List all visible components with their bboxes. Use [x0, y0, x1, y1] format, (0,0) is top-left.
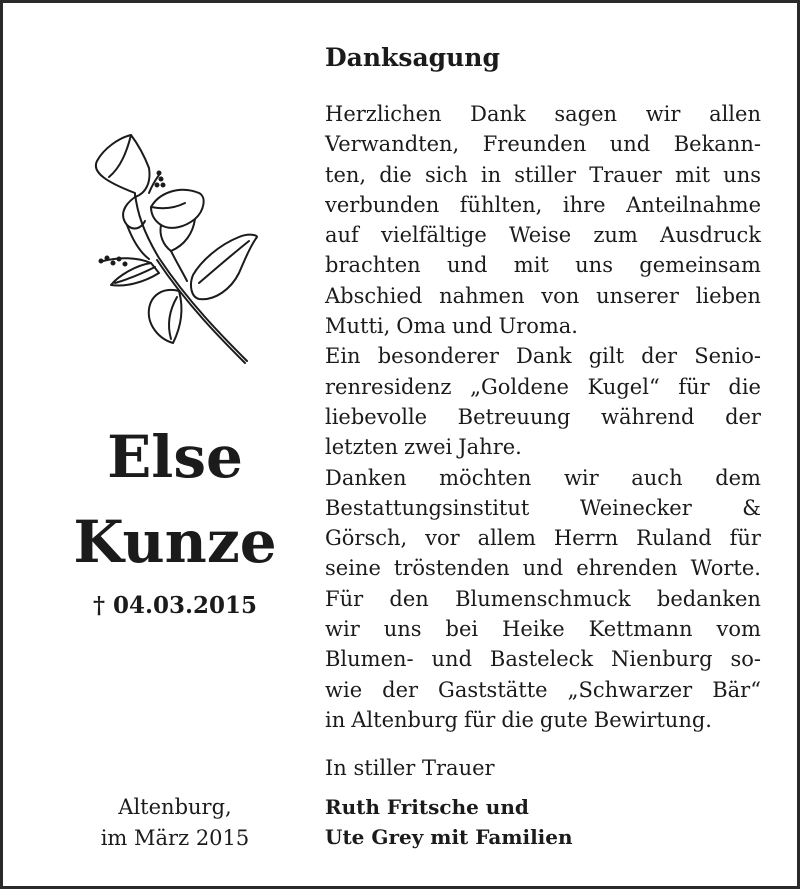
text-line: verbunden fühlten, ihre Anteilnahme [325, 192, 761, 217]
text-line: seine tröstenden und ehrenden Worte. [325, 556, 761, 581]
calla-lily-icon [89, 133, 259, 368]
text-line: auf vielfältige Weise zum Ausdruck [325, 223, 761, 248]
text-line: brachten und mit uns gemeinsam [325, 253, 761, 278]
death-date: † 04.03.2015 [92, 592, 258, 619]
text-line: Blumen- und Basteleck Nienburg so- [325, 647, 761, 672]
text-line: letzten zwei Jahre. [325, 435, 522, 460]
signer-line: Ute Grey mit Familien [325, 825, 573, 849]
deceased-first-name: Else [107, 423, 243, 491]
closing-text: In stiller Trauer [325, 756, 495, 780]
deceased-last-name: Kunze [73, 508, 277, 576]
text-line: Ein besonderer Dank gilt der Senio- [325, 344, 761, 369]
text-line: ten, die sich in stiller Trauer mit uns [325, 162, 761, 187]
text-line: Bestattungsinstitut Weinecker & [325, 495, 761, 520]
signer-line: Ruth Fritsche und [325, 795, 529, 819]
text-line: Mutti, Oma und Uroma. [325, 314, 578, 339]
heading: Danksagung [325, 43, 500, 72]
text-line: wie der Gaststätte „Schwarzer Bär“ [325, 677, 761, 702]
text-line: liebevolle Betreuung während der [325, 404, 761, 429]
text-line: in Altenburg für die gute Bewirtung. [325, 707, 712, 732]
place-date [35, 792, 315, 854]
text-line: Danken möchten wir auch dem [325, 465, 761, 490]
place-line: Altenburg, [118, 795, 232, 819]
text-line: wir uns bei Heike Kettmann vom [325, 617, 761, 642]
text-line: Für den Blumenschmuck bedanken [325, 586, 761, 611]
text-line: Görsch, vor allem Herrn Ruland für [325, 526, 761, 551]
thanks-text [325, 99, 761, 735]
text-line: renresidenz „Goldene Kugel“ für die [325, 374, 761, 399]
text-line: Verwandten, Freunden und Bekann- [325, 132, 761, 157]
text-line: Herzlichen Dank sagen wir allen [325, 102, 761, 126]
text-line: Abschied nahmen von unserer lieben [325, 283, 761, 308]
date-line: im März 2015 [100, 826, 250, 850]
